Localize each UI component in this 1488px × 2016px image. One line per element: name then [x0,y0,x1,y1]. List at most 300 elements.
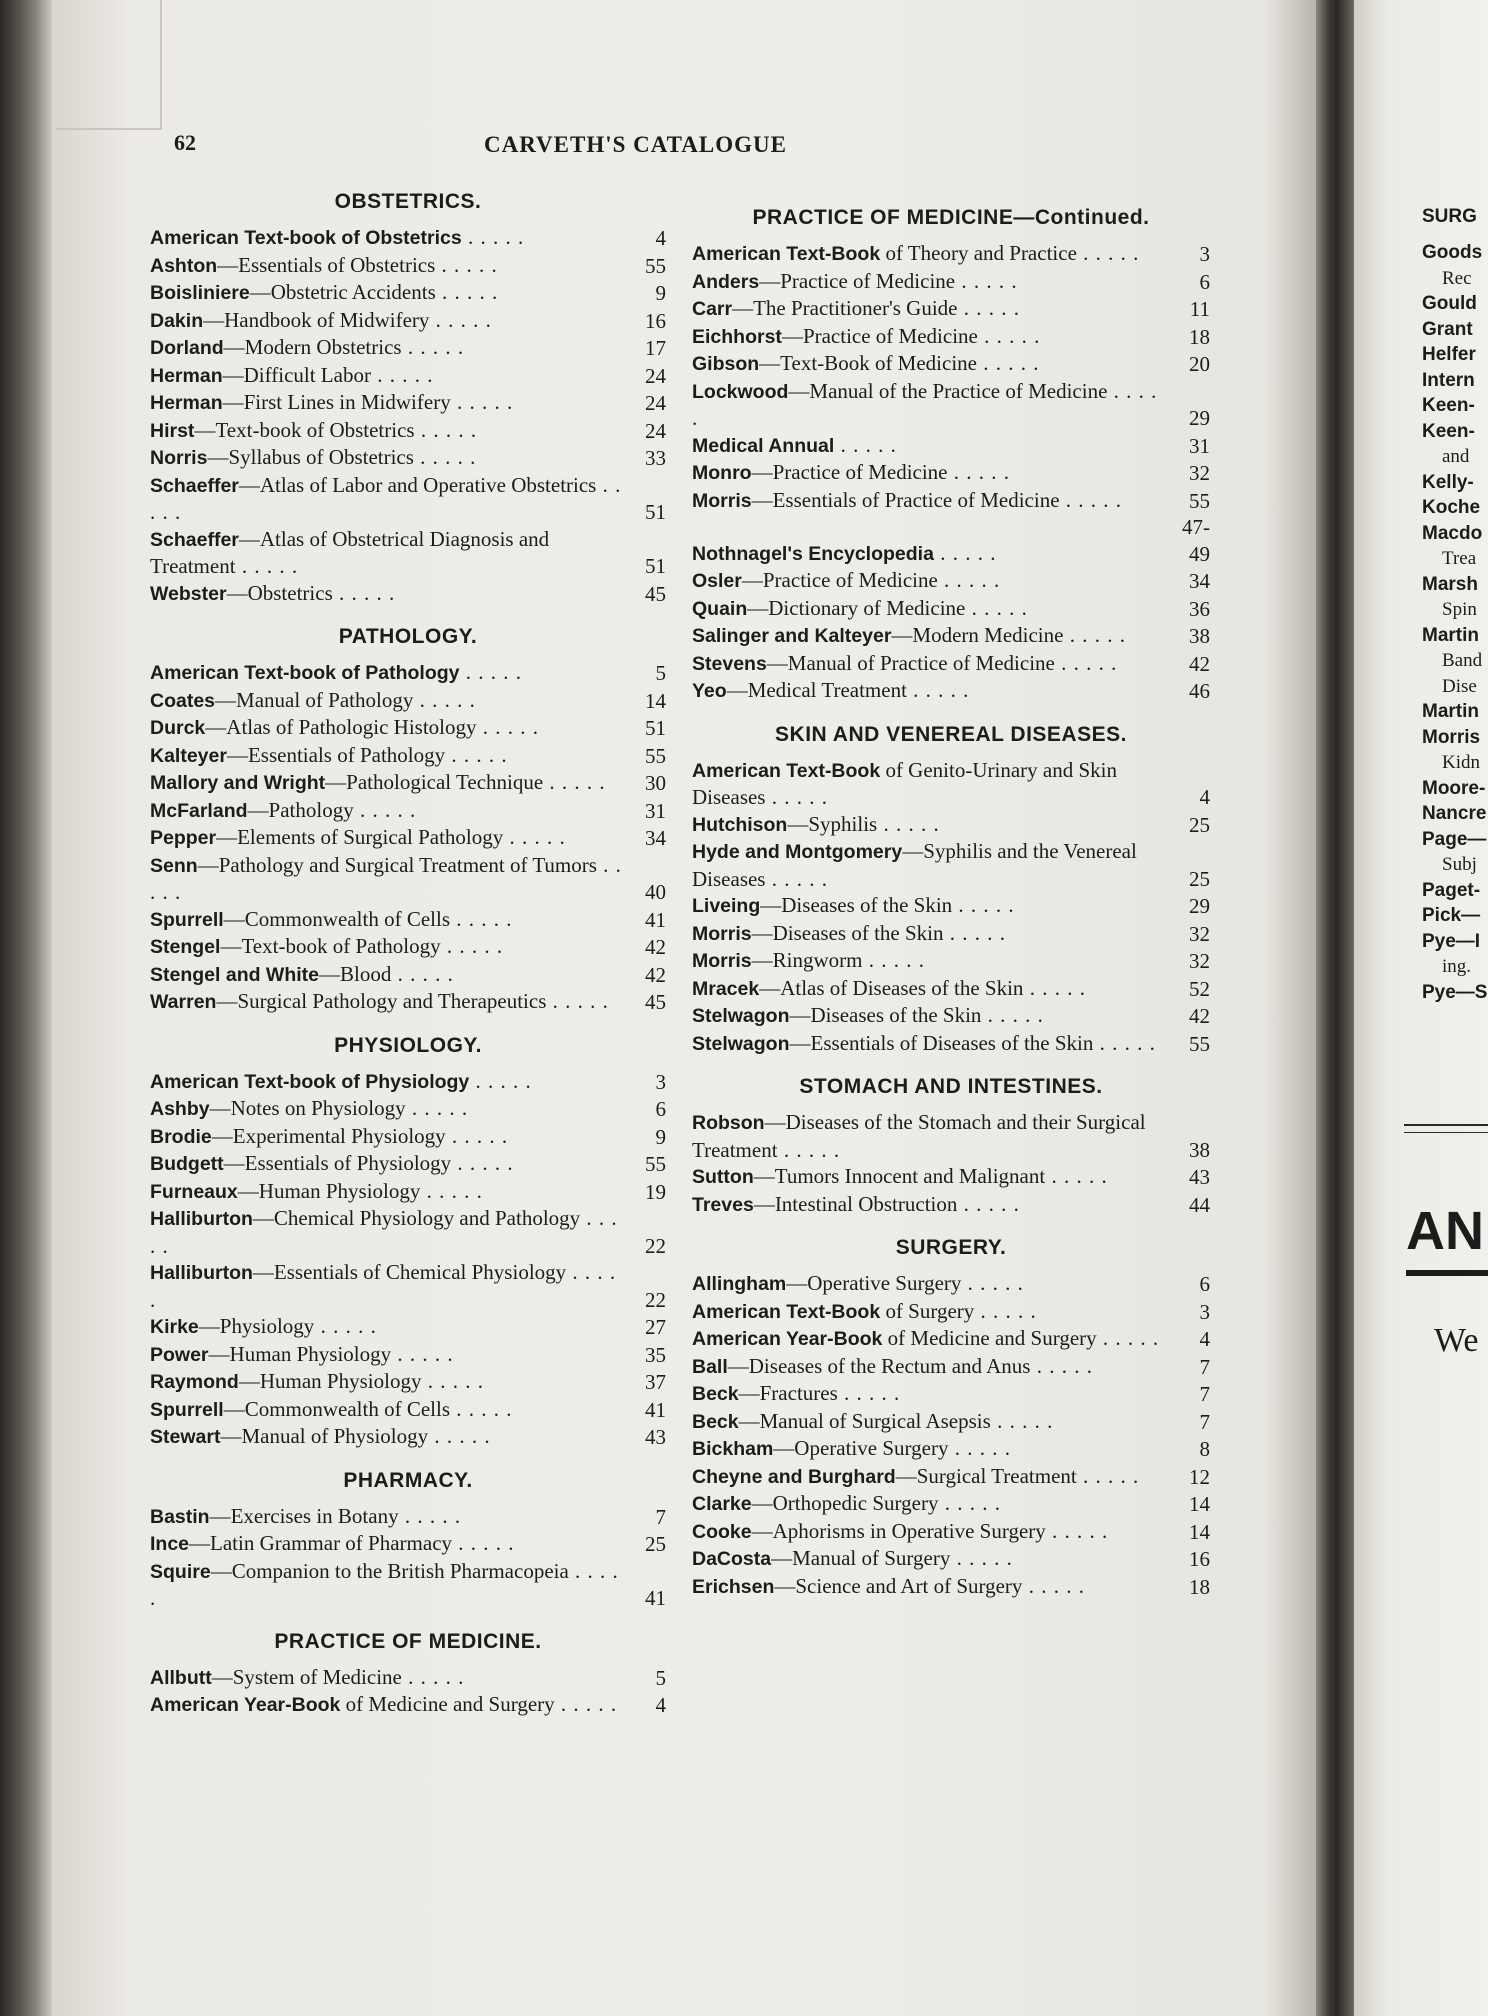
dot-leader: . . . . . [957,1191,1020,1216]
entry-title: —Syphilis and the Venereal Diseases [692,839,1137,891]
entry-page-number: 7 [1199,1409,1210,1434]
dot-leader: . . . . . [952,893,1015,917]
dot-leader: . . . . . [1022,1573,1085,1598]
catalogue-entry [692,1325,1210,1353]
facing-page-line: Helfer [1422,344,1476,365]
entry-page-number: 43 [1189,1165,1210,1189]
catalogue-entry [150,1368,666,1396]
entry-author: Norris [150,447,208,469]
entry-page-number: 51 [645,500,666,524]
entry-author: Medical Annual [692,434,835,457]
entry-title: —Diseases of the Skin [760,893,953,917]
dot-leader: . . . . . [1093,1030,1156,1055]
catalogue-entry [150,307,666,335]
entry-title: —Tumors Innocent and Malignant [753,1164,1046,1188]
entry-title: —Text-book of Obstetrics [194,417,415,442]
entry-title: —Elements of Surgical Pathology [216,825,504,849]
entry-author: Stelwagon [692,1005,790,1027]
catalogue-entry [150,252,666,280]
entry-page-number: 5 [655,661,666,685]
entry-author: DaCosta [692,1548,772,1570]
entry-title: —Notes on Physiology [209,1096,406,1120]
catalogue-entry [692,1380,1210,1408]
dot-leader: . . . . . [877,811,940,836]
dot-leader: . . . . . [546,989,609,1013]
entry-title: —Essentials of Obstetrics [217,252,436,277]
entry-title: —Surgical Pathology and Therapeutics [216,989,547,1013]
entry-author: American Year-Book [150,1694,341,1716]
facing-page-heading: SURG [1422,206,1477,227]
entry-author: Ball [692,1355,728,1378]
entry-page-number: 55 [645,1152,666,1176]
entry-page-number: 4 [655,226,666,250]
book-gutter [1316,0,1354,2016]
entry-title: of Medicine and Surgery [340,1692,555,1716]
entry-page-number: 14 [645,688,666,713]
dot-leader: . . . . . [450,906,513,931]
entry-author: Power [150,1343,209,1366]
catalogue-entry [150,224,666,252]
entry-page-number: 55 [1189,488,1210,513]
entry-page-number: 32 [1189,461,1210,485]
dot-leader: . . . . . [450,1396,513,1421]
dot-leader: . . . . . [933,540,997,565]
dot-leader: . . . . . [1023,975,1086,1000]
catalogue-entry [150,714,666,742]
catalogue-entry [150,988,666,1016]
entry-title: —Text-book of Pathology [220,934,441,958]
dot-leader: . . . . . [370,362,434,387]
dot-leader: . . . . . [777,1137,841,1162]
entry-page-number: 30 [645,771,666,795]
facing-page-line: Koche [1422,497,1481,518]
dot-leader: . . . . . [981,1003,1044,1027]
catalogue-entry [692,487,1210,515]
catalogue-section [150,1630,666,1719]
dot-leader: . . . . . [420,1178,483,1203]
entry-title: —Manual of the Practice of Medicine [788,378,1108,403]
entry-title: —Diseases of the Skin [751,920,944,945]
entry-title: —System of Medicine [211,1664,402,1689]
entry-page-number: 6 [655,1097,666,1121]
entry-title: —Companion to the British Pharmacopeia [210,1558,569,1583]
dot-leader: . . . . . [543,770,606,794]
catalogue-section [150,625,666,1016]
facing-page-line: Trea [1442,548,1477,569]
entry-page-number: 42 [645,935,666,959]
catalogue-entry [692,1163,1210,1191]
dot-leader: . . . . . [459,660,523,684]
entry-page-number: 37 [645,1370,666,1394]
entry-title: —The Practitioner's Guide [732,296,958,320]
entry-page-number: 32 [1189,921,1210,946]
facing-page-line: Moore- [1422,777,1486,799]
catalogue-entry [692,567,1210,595]
entry-page-number: 31 [645,798,666,823]
entry-page-number: 27 [645,1315,666,1339]
catalogue-entry [692,323,1210,351]
catalogue-entry [692,838,1210,892]
entry-title: —Human Physiology [237,1178,421,1203]
catalogue-entry [150,1691,666,1719]
section-heading: PHARMACY. [343,1468,473,1492]
entry-author: Brodie [150,1125,212,1148]
entry-page-number: 29 [1189,894,1210,918]
entry-title: —Essentials of Chemical Physiology [252,1260,567,1284]
dot-leader: . . . . . [461,225,525,249]
entry-page-number: 36 [1189,596,1210,621]
catalogue-entry [150,1068,666,1096]
catalogue-entry [692,459,1210,487]
facing-page-line: Morris [1422,726,1481,748]
facing-page-line: ing. [1442,956,1472,977]
entry-page-number: 3 [655,1069,666,1094]
catalogue-entry [150,769,666,797]
entry-title: —Intestinal Obstruction [753,1191,958,1216]
catalogue-entry [150,334,666,362]
entry-title: of Surgery [880,1298,975,1323]
entry-author: Liveing [692,895,761,917]
entry-page-number: 14 [1189,1492,1210,1516]
facing-page-line: Page— [1422,828,1487,850]
entry-title: —Pathological Technique [325,770,544,794]
dot-leader: . . . . . [452,1531,515,1555]
entry-page-number: 16 [1189,1547,1210,1571]
dot-leader: . . . . . [435,252,498,277]
catalogue-entry [692,1463,1210,1491]
catalogue-entry [150,279,666,307]
entry-page-number: 55 [645,253,666,278]
catalogue-entry [150,1095,666,1123]
entry-author: American Text-book of Pathology [150,662,460,684]
catalogue-section [692,1236,1210,1600]
entry-author: Morris [692,950,752,972]
entry-page-number: 4 [655,1693,666,1717]
catalogue-entry [150,362,666,390]
catalogue-entry [150,961,666,989]
entry-author: Furneaux [150,1180,238,1203]
dot-leader: . . . . . [150,1260,617,1312]
dot-leader: . . . . . [503,825,566,849]
entry-title: —Manual of Pathology [215,687,414,712]
dot-leader: . . . . . [957,296,1021,320]
catalogue-entry [150,526,666,580]
entry-page-number: 9 [655,281,666,305]
facing-page-line: Martin [1422,624,1479,646]
entry-page-number: 34 [645,826,666,850]
entry-author: Monro [692,462,752,484]
dot-leader: . . . . . [391,1341,454,1366]
entry-title: —Modern Medicine [891,623,1064,647]
entry-title: —Practice of Medicine [759,268,956,293]
catalogue-entry [150,1150,666,1178]
entry-page-number: 42 [1189,651,1210,676]
facing-page-line: Band [1442,650,1483,671]
entry-author: Halliburton [150,1262,253,1284]
entry-author: Pepper [150,827,217,849]
entry-title: —Dictionary of Medicine [747,595,966,620]
entry-page-number: 24 [645,363,666,388]
catalogue-entry [692,378,1210,432]
dot-leader: . . . . . [977,351,1040,375]
facing-page-line: Dise [1442,675,1477,697]
section-heading: PATHOLOGY. [338,625,478,648]
entry-author: Allingham [692,1273,787,1295]
dot-leader: . . . . . [428,1424,491,1448]
entry-author: Boisliniere [150,282,250,304]
entry-author: Dorland [150,337,224,359]
entry-page-number: 8 [1199,1437,1210,1461]
facing-page-rule [1404,1124,1488,1126]
catalogue-section [692,1075,1210,1218]
entry-title: —Latin Grammar of Pharmacy [189,1531,453,1555]
entry-page-number: 45 [645,990,666,1014]
entry-title: —Pathology and Surgical Treatment of Tumors [197,852,597,877]
catalogue-entry [692,757,1210,811]
entry-page-number: 6 [1199,269,1210,294]
entry-page-number: 20 [1189,352,1210,376]
entry-author: Cooke [692,1520,752,1543]
entry-author: Schaeffer [150,528,239,551]
entry-title: —Orthopedic Surgery [751,1491,939,1515]
entry-author: Stengel [150,936,221,958]
entry-title: —Aphorisms in Operative Surgery [751,1518,1046,1543]
entry-author: Warren [150,991,217,1013]
entry-page-number: 44 [1189,1192,1210,1217]
facing-page-line: and [1442,446,1470,467]
dot-leader: . . . . . [554,1692,618,1716]
entry-author: Quain [692,597,748,620]
facing-page-line: Gould [1422,293,1477,314]
catalogue-entry [150,1259,666,1313]
dot-leader: . . . . . [950,1546,1013,1570]
catalogue-entry [150,1664,666,1692]
page-corner-mark [56,0,162,130]
entry-title: —Manual of Practice of Medicine [766,650,1055,675]
entry-author: Hutchison [692,813,788,836]
dot-leader: . . . . . [1076,1463,1140,1488]
entry-page-number: 14 [1189,1519,1210,1544]
dot-leader: . . . . . [937,568,1001,592]
entry-page-number: 32 [1189,949,1210,973]
entry-title: —Essentials of Pathology [226,742,446,767]
entry-page-number: 19 [645,1179,666,1204]
entry-page-number: 29 [1189,406,1210,430]
entry-author: Herman [150,364,223,387]
entry-author: American Year-Book [692,1328,883,1350]
catalogue-entry [150,1423,666,1451]
catalogue-entry [692,1353,1210,1381]
entry-page-number: 25 [645,1532,666,1556]
dot-leader: . . . . . [401,1664,465,1689]
facing-page-column [1422,240,1488,1005]
dot-leader: . . . . . [429,307,492,332]
dot-leader: . . . . . [1076,241,1140,265]
catalogue-section [150,1034,666,1451]
catalogue-entry [150,1123,666,1151]
entry-title: —Manual of Surgical Asepsis [738,1408,991,1433]
entry-author: Ince [150,1533,190,1555]
entry-author: Bastin [150,1505,210,1528]
catalogue-entry [692,1435,1210,1463]
entry-title: —Diseases of the Stomach and their Surgical Treatment [692,1110,1146,1162]
entry-author: Robson [692,1112,765,1134]
entry-title: —Practice of Medicine [741,568,938,592]
facing-page-line: Macdo [1422,522,1483,544]
entry-author: Hyde and Montgomery [692,841,903,863]
entry-title: —Atlas of Obstetrical Diagnosis and Treatment [150,526,550,578]
catalogue-entry [692,1191,1210,1219]
dot-leader: . . . . . [435,280,499,304]
entry-author: Kirke [150,1316,199,1338]
catalogue-entry [692,1518,1210,1546]
dot-leader: . . . . . [948,1436,1011,1460]
facing-page-advert-text: We [1434,1322,1479,1359]
entry-author: Beck [692,1383,739,1405]
entry-page-number: 4 [1199,1327,1210,1351]
entry-author: Ashton [150,254,218,277]
entry-author: Cheyne and Burghard [692,1465,896,1488]
entry-author: McFarland [150,799,248,822]
catalogue-entry [692,1490,1210,1518]
entry-title: —Blood [319,961,392,986]
entry-author: Stelwagon [692,1032,790,1055]
entry-page-number: 24 [645,418,666,443]
entry-page-number: 35 [645,1342,666,1367]
entry-page-number: 40 [645,880,666,904]
dot-leader: . . . . . [1045,1164,1108,1188]
entry-author: Morris [692,922,752,945]
entry-title: —Text-Book of Medicine [759,351,977,375]
running-header: CARVETH'S CATALOGUE [484,132,787,157]
catalogue-entry [150,1503,666,1531]
catalogue-entry [150,1205,666,1259]
entry-author: Osler [692,570,742,592]
catalogue-entry [150,472,666,526]
dot-leader: . . . . . [947,460,1010,484]
entry-page-number: 42 [645,962,666,987]
entry-author: American Text-Book [692,1300,881,1323]
entry-page-number: 41 [645,1397,666,1422]
facing-page-line: Kelly- [1422,471,1474,493]
entry-page-number: 43 [645,1425,666,1449]
entry-title: —Essentials of Diseases of the Skin [789,1030,1094,1055]
entry-title: —Human Physiology [238,1369,422,1393]
facing-page-line: Subj [1442,854,1477,875]
entry-title: —Commonwealth of Cells [223,1396,451,1421]
catalogue-entry [150,933,666,961]
facing-page-line: Intern [1422,369,1475,391]
dot-leader: . . . . . [332,580,396,605]
entry-page-number: 12 [1189,1464,1210,1489]
facing-page-line: Keen- [1422,420,1475,442]
catalogue-entry [692,975,1210,1003]
left-column [150,190,666,1737]
entry-title: —Obstetrics [226,580,333,605]
entry-title: —Ringworm [751,948,863,972]
catalogue-entry [150,580,666,608]
facing-page-line: Pick— [1422,905,1481,926]
section-heading: PHYSIOLOGY. [334,1033,482,1057]
entry-page-number: 46 [1189,679,1210,703]
entry-author: Hirst [150,419,195,442]
catalogue-entry [692,920,1210,948]
entry-page-number: 51 [645,716,666,740]
dot-leader: . . . . . [314,1314,377,1338]
facing-page-line: Kidn [1442,752,1480,773]
entry-author: Squire [150,1560,211,1583]
entry-title: —Atlas of Diseases of the Skin [759,975,1024,1000]
entry-page-number: 55 [1189,1031,1210,1056]
entry-title: —Manual of Physiology [220,1424,429,1448]
dot-leader: . . . . . [440,934,504,958]
entry-title: —Obstetric Accidents [249,280,436,304]
entry-page-number: 7 [1199,1354,1210,1379]
dot-leader: . . . . . [235,554,299,578]
dot-leader: . . . . . [445,742,508,767]
catalogue-entry [150,444,666,472]
catalogue-section [692,723,1210,1058]
catalogue-entry [692,1545,1210,1573]
entry-author: Mallory and Wright [150,772,326,794]
entry-page-number: 18 [1189,324,1210,349]
dot-leader: . . . . . [450,390,514,414]
facing-page-line: Spin [1442,599,1477,620]
entry-author: Dakin [150,309,204,332]
entry-author: Coates [150,689,216,712]
book-spine-edge [0,0,52,2016]
facing-page-line: Nancre [1422,803,1487,824]
entry-author: Kalteyer [150,744,227,767]
entry-page-number: 24 [645,391,666,415]
catalogue-entry [692,350,1210,378]
entry-title: —Practice of Medicine [781,323,978,348]
entry-author: Herman [150,392,223,414]
entry-page-number: 22 [645,1287,666,1312]
catalogue-entry [692,947,1210,975]
catalogue-entry [692,1002,1210,1030]
right-column [692,206,1210,1618]
entry-page-number: 31 [1189,433,1210,458]
catalogue-entry [692,622,1210,650]
catalogue-entry [150,824,666,852]
dot-leader: . . . . . [834,432,897,457]
dot-leader: . . . . . [391,961,454,986]
catalogue-entry [150,1558,666,1612]
entry-title: of Medicine and Surgery [882,1326,1097,1350]
dot-leader: . . . . . [943,920,1007,945]
catalogue-entry [150,797,666,825]
catalogue-entry [150,1178,666,1206]
dot-leader: . . . . . [938,1491,1001,1515]
entry-page-number: 51 [645,554,666,578]
facing-page-line: Rec [1442,267,1472,289]
entry-title: —Essentials of Physiology [223,1151,452,1175]
entry-title: —Manual of Surgery [771,1546,951,1570]
dot-leader: . . . . . [398,1503,462,1528]
dot-leader: . . . . . [965,595,1028,620]
entry-title: —Modern Obstetrics [223,335,402,359]
dot-leader: . . . . . [413,445,477,469]
entry-title: —Atlas of Labor and Operative Obstetrics [238,472,597,497]
entry-page-number: 7 [1199,1382,1210,1406]
entry-author: Sutton [692,1166,754,1188]
facing-page-line: Pye—I [1422,930,1481,952]
catalogue-entry [692,268,1210,296]
entry-page-number: 5 [655,1665,666,1690]
facing-page-line: Marsh [1422,573,1478,595]
catalogue-section [692,206,1210,705]
